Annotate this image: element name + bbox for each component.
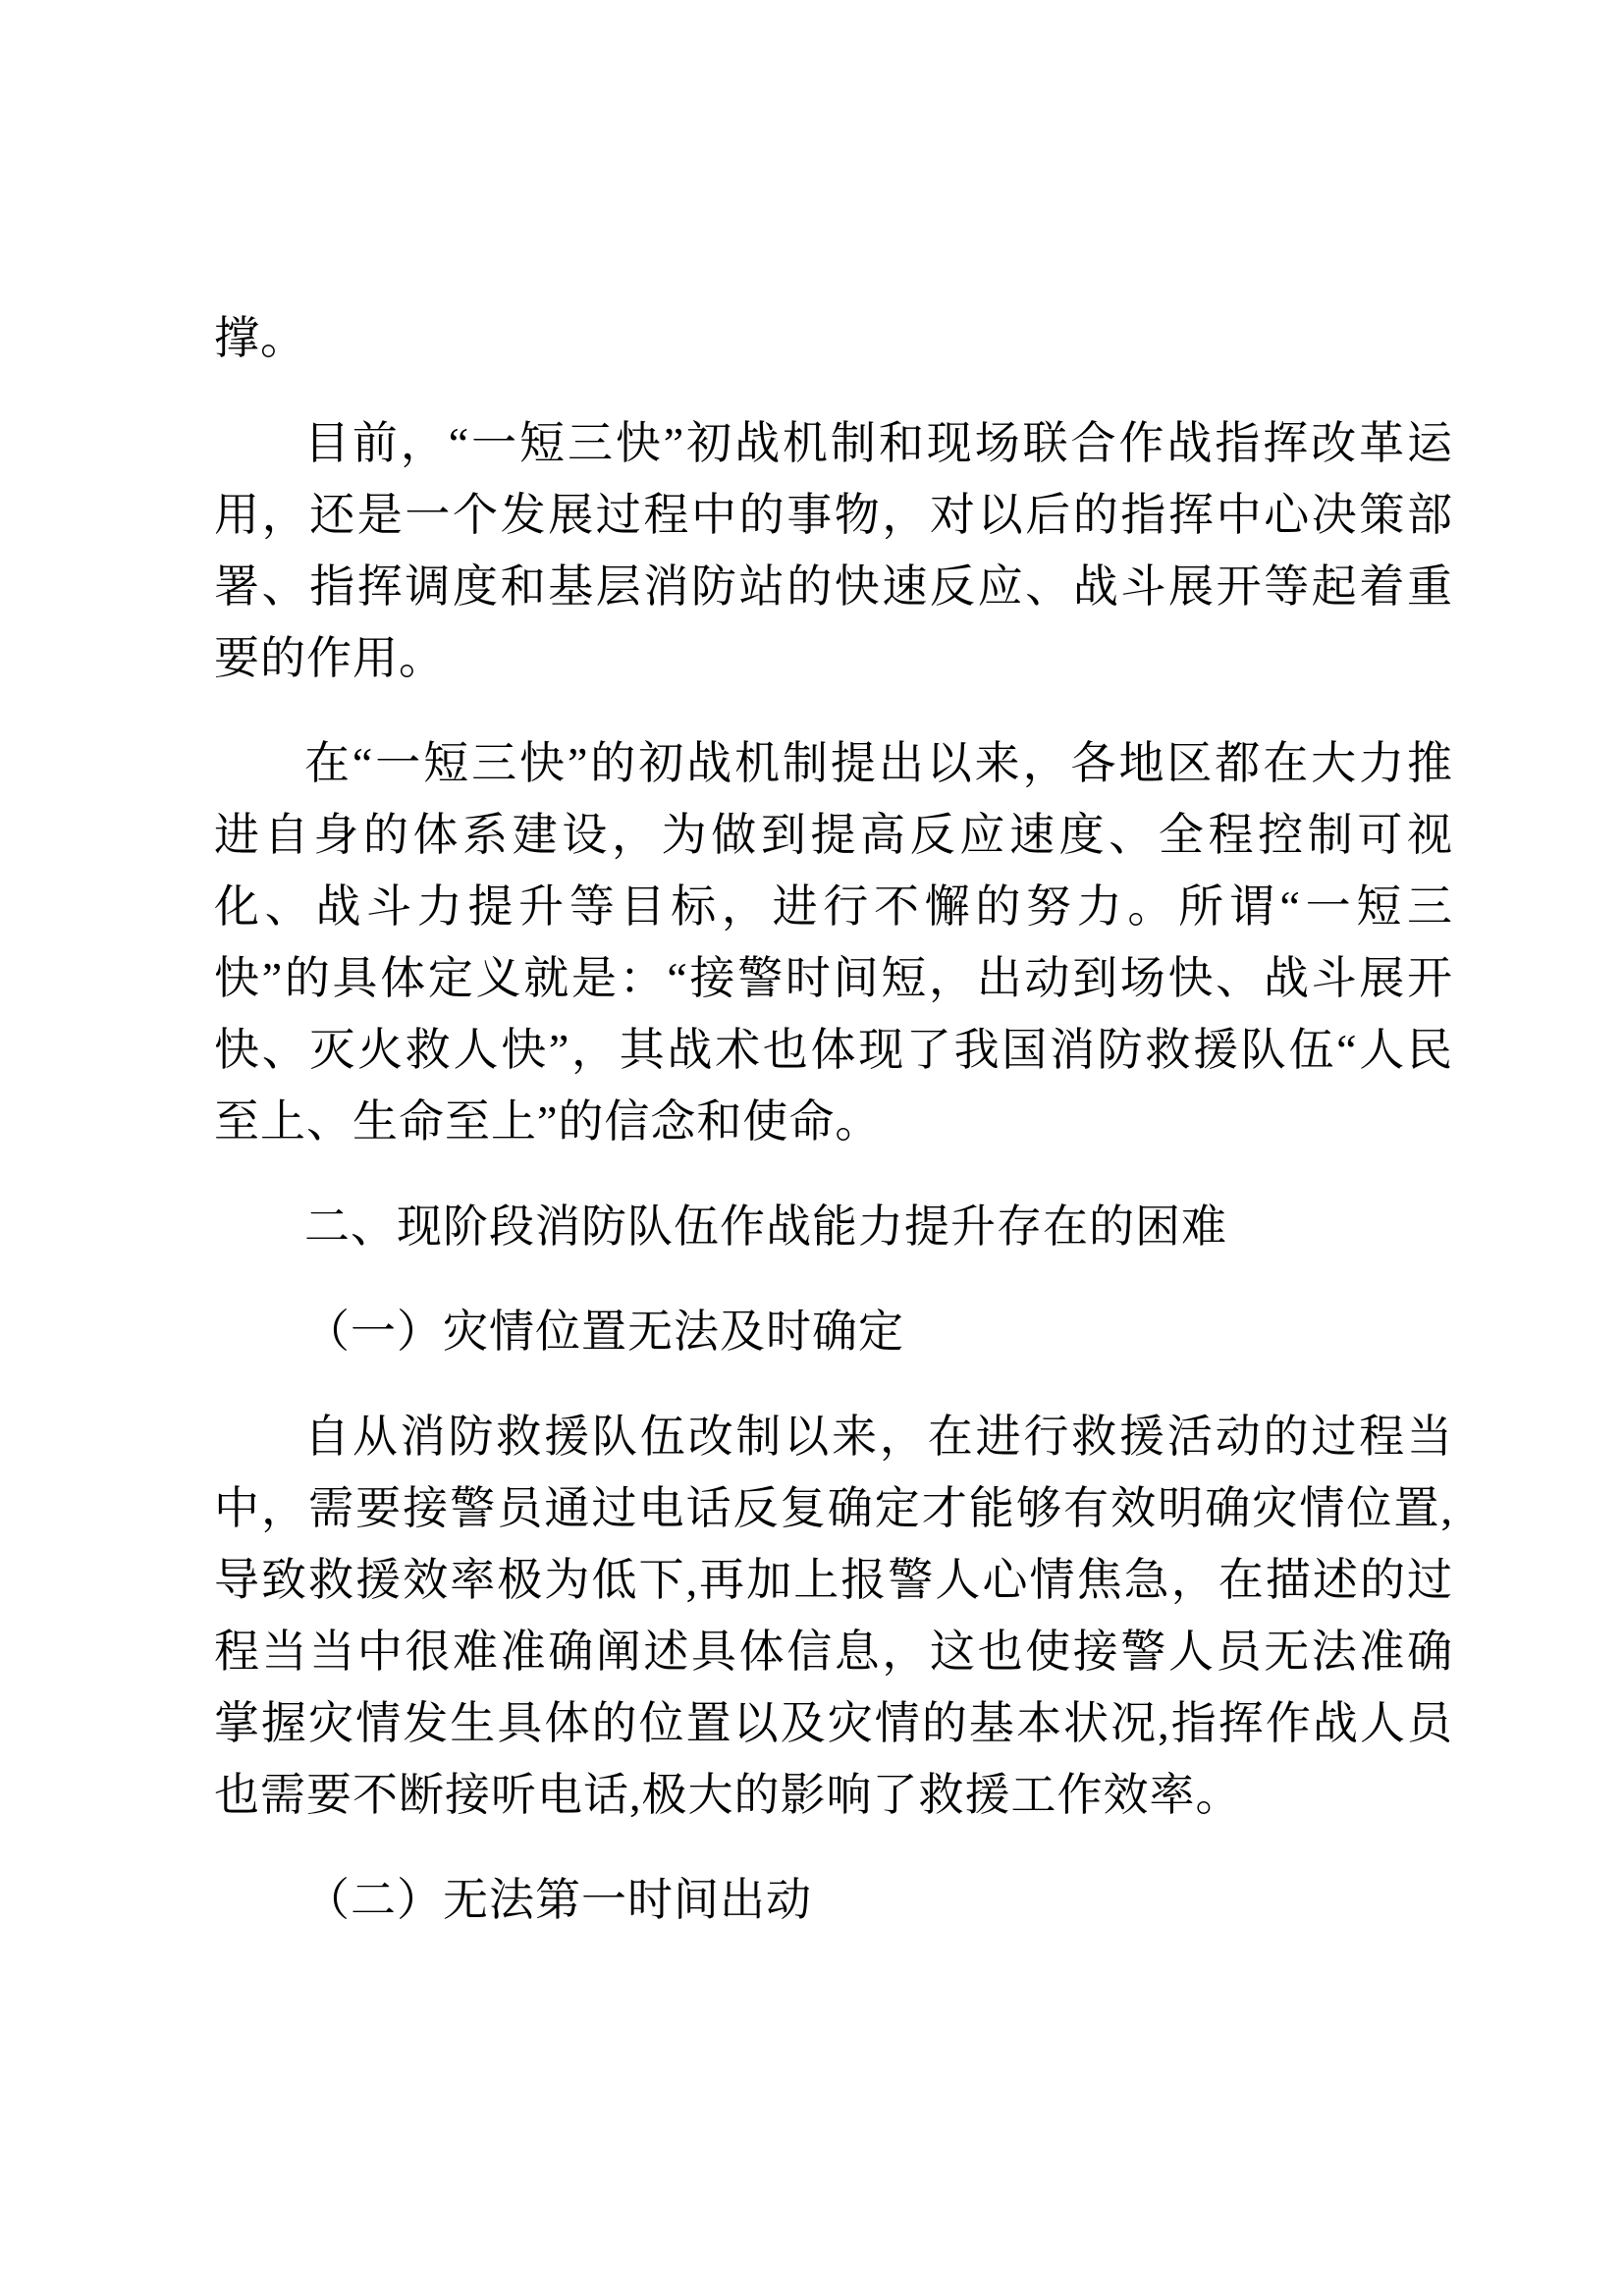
paragraph-body: 目前，“一短三快”初战机制和现场联合作战指挥改革运用，还是一个发展过程中的事物，对以后的指挥中心决策部署、指挥调度和基层消防站的快速反应、战斗展开等起着重要的作用。 [214, 418, 1453, 683]
paragraph-continuation: 撑。 [214, 313, 306, 363]
subsection-heading: （一）灾情位置无法及时确定 [304, 1307, 904, 1357]
paragraph-body: 在“一短三快”的初战机制提出以来，各地区都在大力推进自身的体系建设，为做到提高反应速度、全程控制可视化、战斗力提升等目标，进行不懈的努力。所谓“一短三快”的具体定义就是：“接警时间短，出动到场快、战斗展开快、灭火救人快”，其战术也体现了我国消防救援队伍“人民至上、生命至上”的信念和使命。 [214, 738, 1453, 1147]
subsection-heading: （二）无法第一时间出动 [304, 1875, 812, 1925]
paragraph-body: 自从消防救援队伍改制以来，在进行救援活动的过程当中，需要接警员通过电话反复确定才能够有效明确灾情位置,导致救援效率极为低下,再加上报警人心情焦急，在描述的过程当当中很难准确阐述具体信息，这也使接警人员无法准确掌握灾情发生具体的位置以及灾情的基本状况,指挥作战人员也需要不断接听电话,极大的影响了救援工作效率。 [214, 1412, 1453, 1820]
section-heading: 二、现阶段消防队伍作战能力提升存在的困难 [304, 1201, 1227, 1252]
